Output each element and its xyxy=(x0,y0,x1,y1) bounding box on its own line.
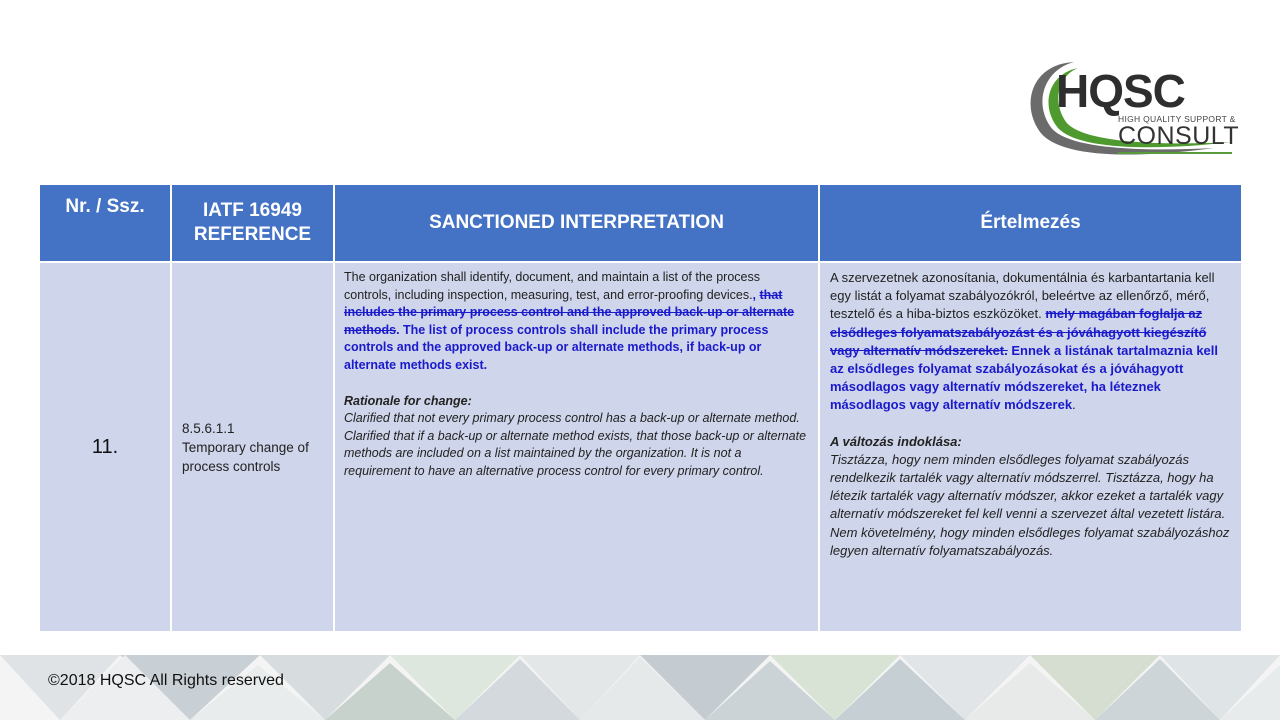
reference-title: Temporary change of process controls xyxy=(182,439,309,474)
table-row xyxy=(39,262,1242,632)
hungarian-rationale-text: Tisztázza, hogy nem minden elsődleges folyamat szabályozás rendelkezik tartalék vagy alternatív módszerrel. Tisztázza, hogy ha létezik tartalék vagy alternatív módszer, akkor ezeket a tartalék vagy alternatív módszereket fel kell venni a szervezet által vezetett listára. Nem követelmény, hogy minden elsődleges folyamat szabályozáshoz legyen alternatív folyamatszabályozás. xyxy=(830,451,1230,558)
interpretation-comma: , xyxy=(752,287,757,302)
header-number: Nr. / Ssz. xyxy=(39,184,171,262)
interpretation-added-text: . The list of process controls shall include the primary process controls and the approved back-up or alternate methods, if back-up or alternate methods exist. xyxy=(344,322,769,372)
logo-tagline: HIGH QUALITY SUPPORT & xyxy=(1118,114,1236,124)
row-interpretation xyxy=(334,262,819,632)
row-number: 11. xyxy=(39,262,171,632)
reference-code: 8.5.6.1.1 xyxy=(182,420,235,436)
rationale-title: Rationale for change: xyxy=(344,393,472,408)
rationale-text: Clarified that not every primary process control has a back-up or alternate method. Clarified that if a back-up or alternate method exists, that those back-up or alternate methods are included on a list maintained by the organization. It is not a requirement to have an alternative process control for every primary control. xyxy=(344,411,807,478)
logo-underline xyxy=(1118,152,1232,154)
hungarian-struck-text: mely magában foglalja az elsődleges folyamatszabályozást és a jóváhagyott kiegészítő vagy alternatív módszereket. xyxy=(830,306,1207,358)
logo-main-text: HQSC xyxy=(1056,65,1185,117)
header-reference: IATF 16949 REFERENCE xyxy=(171,184,334,262)
hungarian-added-text: Ennek a listának tartalmaznia kell az elsődleges folyamat szabályozásokat és a jóváhagyott másodlagos vagy alternatív módszereket, ha léteznek másodlagos vagy alternatív módszerek xyxy=(830,342,1219,413)
row-reference xyxy=(171,262,334,632)
interpretation-text: The organization shall identify, document, and maintain a list of the process controls, including inspection, measuring, test, and error-proofing devices. xyxy=(344,270,760,302)
logo-sub-text: CONSULT xyxy=(1118,122,1240,150)
copyright-text: ©2018 HQSC All Rights reserved xyxy=(48,672,284,689)
interpretation-struck-text: that includes the primary process control and the approved back-up or alternate methods xyxy=(344,287,795,337)
hungarian-rationale-title: A változás indoklása: xyxy=(830,433,962,449)
header-sanctioned-interpretation: SANCTIONED INTERPRETATION xyxy=(334,184,819,262)
interpretation-table xyxy=(38,183,1243,633)
header-ertelmezes: Értelmezés xyxy=(819,184,1242,262)
hqsc-logo xyxy=(1014,56,1238,160)
table-header-row xyxy=(39,184,1242,262)
hungarian-text: A szervezetnek azonosítania, dokumentálnia és karbantartania kell egy listát a folyamat szabályozókról, beleértve az ellenőrző, mérő, tesztelő és a hiba-biztos eszközöket. xyxy=(830,270,1215,322)
row-hungarian xyxy=(819,262,1242,632)
hungarian-end: . xyxy=(1072,397,1076,413)
